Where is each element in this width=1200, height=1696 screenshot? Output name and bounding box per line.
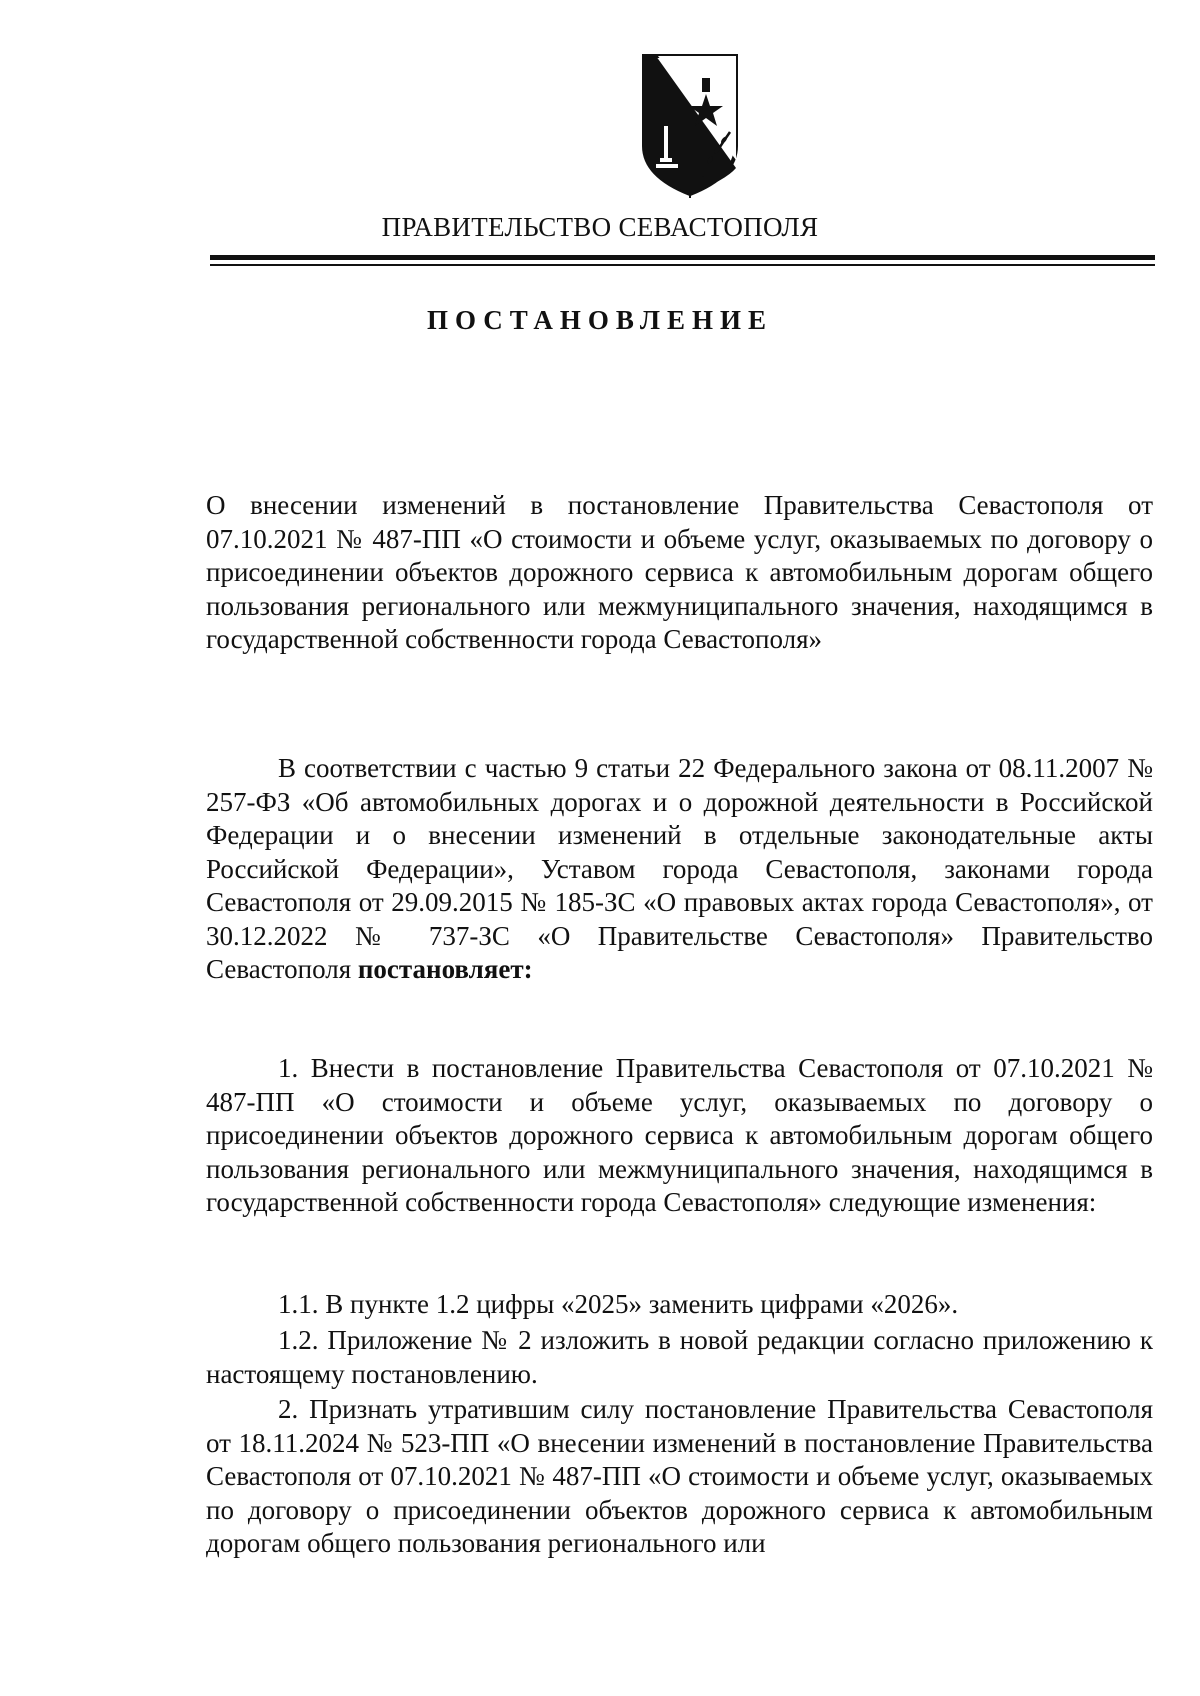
header-rule-thick: [210, 255, 1155, 260]
item-1-paragraph: 1. Внести в постановление Правительства Севастополя от 07.10.2021 № 487-ПП «О стоимости и объеме услуг, оказываемых по договору о присоединении объектов дорожного сервиса к автомобильным дорогам общего пользования регионального или межмуниципального значения, находящимся в государственной собственности города Севастополя» следующие изменения:: [206, 1053, 1153, 1217]
decree-word: постановляет:: [357, 954, 533, 984]
document-type-title: ПОСТАНОВЛЕНИЕ: [426, 305, 774, 335]
item-1-2-paragraph: 1.2. Приложение № 2 изложить в новой редакции согласно приложению к настоящему постановлению.: [206, 1325, 1153, 1389]
preamble-text: В соответствии с частью 9 статьи 22 Федерального закона от 08.11.2007 № 257-ФЗ «Об автомобильных дорогах и о дорожной деятельности в Российской Федерации и о внесении изменений в отдельные законодательные акты Российской Федерации», Уставом города Севастополя, законами города Севастополя от 29.09.2015 № 185-ЗС «О правовых актах города Севастополя», от 30.12.2022 № 737-ЗС «О Правительстве Севастополя» Правительство Севастополя: [206, 753, 1153, 984]
organization-name: ПРАВИТЕЛЬСТВО СЕВАСТОПОЛЯ: [381, 212, 819, 242]
preamble-paragraph: [206, 752, 1153, 987]
item-1-1-paragraph: 1.1. В пункте 1.2 цифры «2025» заменить цифрами «2026».: [278, 1289, 959, 1319]
document-subject: О внесении изменений в постановление Правительства Севастополя от 07.10.2021 № 487-ПП «О стоимости и объеме услуг, оказываемых по договору о присоединении объектов дорожного сервиса к автомобильным дорогам общего пользования регионального или межмуниципального значения, находящимся в государственной собственности города Севастополя»: [206, 490, 1153, 654]
header-rule-thin: [210, 264, 1155, 266]
item-2-paragraph: 2. Признать утратившим силу постановление Правительства Севастополя от 18.11.2024 № 523-ПП «О внесении изменений в постановление Правительства Севастополя от 07.10.2021 № 487-ПП «О стоимости и объеме услуг, оказываемых по договору о присоединении объектов дорожного сервиса к автомобильным дорогам общего пользования регионального или: [206, 1394, 1153, 1558]
coat-of-arms-icon: [630, 48, 750, 198]
